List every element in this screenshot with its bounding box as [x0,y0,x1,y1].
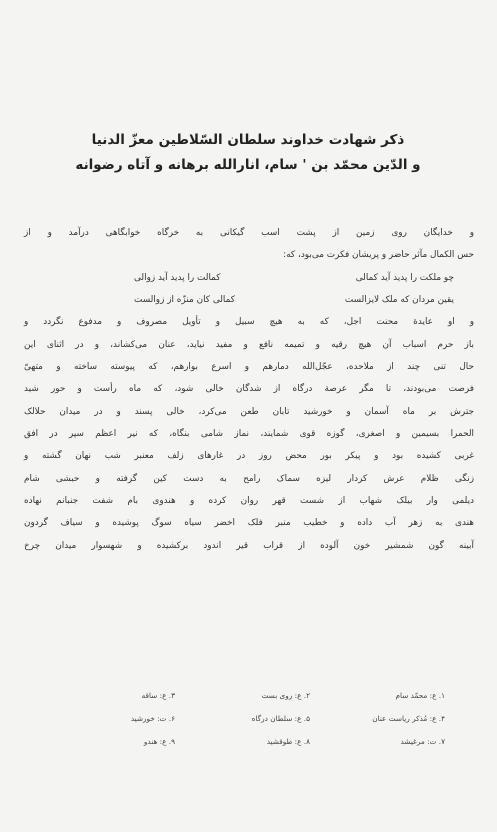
body-line: الحمرا بسیمین و اصغری، گوزه قوی شمایند، نماز شامی بنگاه، که نیر اعظم سپر در افق [24,429,474,440]
body-line: و خدایگان روی زمین از پشت اسب گیکانی به خرگاه خوابگاهی درآمد و از [24,228,474,238]
body-line: حس الکمال مآثر حاضر و پریشان فکرت می‌بود، که: [283,250,474,261]
body-line: آبینه گون شمشیر خون آلوده از قراب قیر اندود برکشیده و شهسوار میدان چرخ [24,540,474,551]
body-line: و او عایدة محنت اجل، که به هیچ سبیل و تأویل مصروف و مدفوع نگردد و [24,317,474,328]
footnote: ۴. ع: مُذکر ریاست عنان [372,714,445,723]
body-line: هندی به زهر آب داده و خطیب منبر فلک اخضر سیاه سوگ پوشیده و سیاف گردون [24,518,474,529]
footnote: ۳. ع: ساقه [141,691,175,700]
heading-line-1: ذکر شهادت خداوند سلطان السّلاطین معزّ الدنیا [91,132,405,148]
body-line: جترش بر ماه آسمان و خورشید تابان طعن می‌کرد، خالی پسند و در میدان حلالک [24,406,474,417]
footnote: ۱. ع: محمّد سام [395,691,445,700]
heading-line-2: و الدّین محمّد بن ' سام، انارالله برهانه و آتاه رضوانه [75,157,421,173]
footnote: ۷. ت: مرغیشد [400,737,445,746]
body-line: غربی کشیده بود و پیکر بور محض روز در غارهای زلف معنبر شب نهان گشته و [24,451,474,462]
footnote: ۲. ع: روی بست [261,691,310,700]
verse-line-1 [24,267,474,289]
body-line: حال تنی چند از ملاحده، عجّل‌الله دمارهم و اسرع بوارهم، که پیوسته ساخته و متهیّ [24,362,474,373]
footnote: ۶. ت: خورشید [130,714,175,723]
verse-hemistich: چو ملکت را پدید آید کمالی [355,272,454,283]
verse-hemistich: کمالت را پدید آید زوالی [134,272,221,283]
verse-hemistich: یقین مردان که ملک لایزالست [344,295,454,306]
verse-line-2 [24,289,474,311]
body-text [24,222,474,557]
body-line: زنگی ظلام عرش کردار لیزه سماک رامح به دست کین گرفته و حبشی شام [24,473,474,484]
footnote: ۹. ع: هندو [143,737,175,746]
footnote: ۵. ع: سلطان درگاه [251,714,310,723]
body-line: باز حرم اسباب آن هیچ رقیه و تمیمه نافع و مفید نیاید، عنان می‌کشاند، و در اثنای این [24,339,474,350]
footnote: ۸. ع: طوقشید [266,737,310,746]
verse-hemistich: کمالی کان منزّه از زوالست [134,295,235,306]
body-line: فرصت می‌بودند، تا مگر عرصة درگاه از شدگان خالی شود، که ماه رأست و حور شید [24,384,474,395]
footnotes [40,684,445,753]
body-line: دیلمی وار بیلک شهاب از شست قهر روان کرده و هندوی بام شفت جنبانم نهاده [24,496,474,507]
chapter-heading [40,128,456,178]
